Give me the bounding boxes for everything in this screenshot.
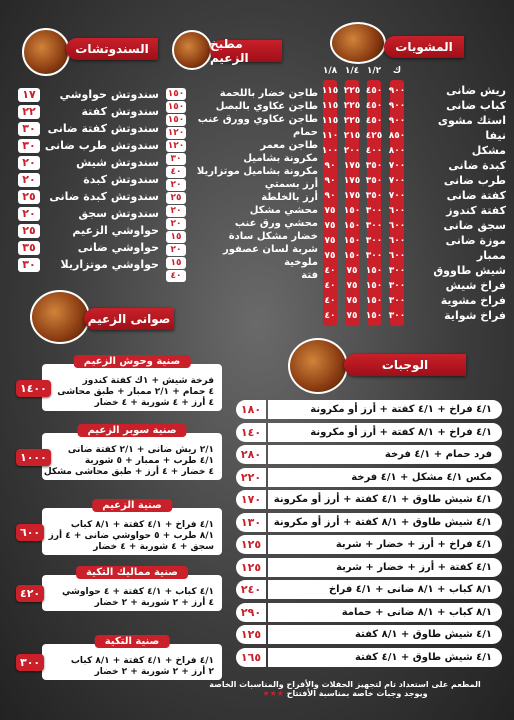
footer-stars: ★★★ — [262, 689, 284, 698]
meal-item: ٤/١ شيش طاوق + ٤/١ كفتة + أرز أو مكرونة — [268, 490, 502, 509]
grills-item-price: ٣٥٠ — [365, 191, 383, 201]
kitchen-item-name: شربة لسان عصفور — [223, 244, 318, 255]
meal-item: ٤/١ كفتة + أرز + خضار + شربة — [268, 558, 502, 577]
sandwiches-item-name: سندوتش كفتة — [81, 105, 159, 118]
grills-item-price: ٧٥ — [346, 296, 358, 306]
sandwiches-item-price: ١٧ — [18, 88, 40, 102]
kitchen-item-name: خضار مشكل سادة — [228, 231, 318, 242]
grills-item — [410, 294, 506, 309]
sandwiches-item — [44, 173, 159, 188]
grills-item-price: ٩٠ — [324, 191, 336, 201]
tray-line: فرخة شيش + ١ك كفتة كندوز — [82, 376, 214, 386]
kitchen-item-price: ٤٠ — [166, 166, 186, 178]
grills-item-price: ٢١٥ — [343, 131, 361, 141]
grills-item-price: ٣٠٠ — [388, 266, 406, 276]
grills-item-price: ٩٠ — [324, 176, 336, 186]
sandwiches-item-price: ٢٠ — [18, 156, 40, 170]
tray-box — [42, 567, 222, 611]
grills-item-price: ١١٥ — [321, 101, 339, 111]
tray-title: صنية وحوش الزعيم — [74, 355, 191, 368]
sandwiches-item-price: ٣٠ — [18, 139, 40, 153]
tray-line: ٤/١ فراخ + ٤/١ كفتة + ٨/١ كباب — [70, 656, 214, 666]
grills-item-price: ٩٠٠ — [388, 86, 406, 96]
tray-line: ٤/١ طرب + ممبار + ٥ شوربة — [84, 456, 214, 466]
meal-price: ٢٩٠ — [236, 603, 266, 622]
sandwiches-item-price: ٣٥ — [18, 241, 40, 255]
grills-item-price: ٢٢٥ — [343, 116, 361, 126]
meal-item: ٤/١ فراخ + ٨/١ كفتة + أرز أو مكرونة — [268, 423, 502, 442]
footer — [180, 680, 510, 698]
trays-dish-image — [30, 290, 90, 344]
grills-item-price: ٣٠٠ — [388, 296, 406, 306]
tray-price: ١٠٠٠ — [16, 449, 51, 466]
meal-price: ١٦٥ — [236, 648, 266, 667]
kitchen-item-price: ١٥ — [166, 231, 186, 243]
grills-item-price: ٧٥ — [346, 281, 358, 291]
grills-item-price: ٤٥٠ — [365, 86, 383, 96]
sandwiches-header — [66, 38, 158, 60]
sandwiches-item-name: حواوشي موتزاريلا — [60, 258, 159, 271]
tray-title: صنية التكية — [95, 635, 170, 648]
grills-item-price: ٧٥ — [324, 251, 336, 261]
sandwiches-item — [44, 224, 159, 239]
kitchen-item-name: طاجن معمر — [260, 140, 318, 151]
kitchen-item-price: ١٥٠ — [167, 89, 185, 99]
tray-price: ٣٠٠ — [16, 654, 44, 671]
grills-item-price: ١١٠ — [321, 131, 339, 141]
grills-item — [410, 114, 506, 129]
kitchen-item-price: ٢٠ — [166, 218, 186, 230]
grills-item-price: ٣٥٠ — [365, 161, 383, 171]
meals-header — [344, 354, 466, 376]
grills-item-name: فراخ شيش — [445, 279, 506, 292]
sandwiches-item-price: ٢٠ — [18, 173, 40, 187]
grills-item-price: ١٥٠ — [343, 236, 361, 246]
meals-title: الوجبات — [381, 358, 429, 372]
sandwiches-item-price: ٢٠ — [18, 207, 40, 221]
kitchen-item-price: ١٢٠ — [167, 128, 185, 138]
sandwiches-item-name: سندوتش كفتة ضانى — [47, 122, 159, 135]
meal-item: ٤/١ شيش طاوق + ٨/١ كفتة + أرز أو مكرونة — [268, 513, 502, 532]
sandwiches-item — [44, 258, 159, 273]
grills-item-price: ١٥٠ — [365, 311, 383, 321]
tray-line: ٤ أرز + ٢ شوربة + ٢ خضار — [94, 598, 214, 608]
sandwiches-item-price: ٢٥ — [18, 190, 40, 204]
meal-item: فرد حمام + ٤/١ فرخة — [268, 445, 502, 464]
sandwiches-item-name: حواوشي ضانى — [77, 241, 159, 254]
grills-item-name: مشكل — [471, 144, 506, 157]
meal-item: مكس ٤/١ مشكل + ٤/١ فرخة — [268, 468, 502, 487]
meal-item: ٨/١ كباب + ٨/١ ضانى + ٤/١ فراخ — [268, 580, 502, 599]
grills-item-price: ٤٠٠ — [365, 146, 383, 156]
grills-item-price: ٧٥ — [324, 206, 336, 216]
kitchen-item-price: ٣٠ — [166, 153, 186, 165]
kitchen-item-name: مكرونة بشاميل موتزاريلا — [196, 166, 318, 177]
meal-item: ٤/١ فراخ + أرز + خضار + شربة — [268, 535, 502, 554]
tray-line: ٤ أرز + ٤ شوربة + ٤ خضار — [94, 398, 214, 408]
grills-item-price: ٤٥٠ — [365, 101, 383, 111]
grills-item-price: ٤٠ — [324, 311, 336, 321]
grills-item-price: ٧٠٠ — [388, 176, 406, 186]
kitchen-item — [190, 270, 318, 285]
grills-item-price: ٢٢٥ — [343, 86, 361, 96]
grills-item-price: ١٧٥ — [343, 191, 361, 201]
meal-item: ٨/١ كباب + ٨/١ ضانى + حمامة — [268, 603, 502, 622]
footer-line-1: المطعم على استعداد تام لتجهيز الحفلات والأفراح والمناسبات الخاصة — [209, 680, 481, 689]
footer-line-2: ويوجد وجبات خاصة بمناسبة الأفتتاح — [286, 689, 428, 698]
grills-item-price: ٦٠٠ — [388, 221, 406, 231]
meal-price: ١٤٠ — [236, 423, 266, 442]
kitchen-item-price: ١٥٠ — [167, 115, 185, 125]
meal-item: ٤/١ فراخ + ٤/١ كفتة + أرز أو مكرونة — [268, 400, 502, 419]
grills-item-price: ٣٥٠ — [365, 176, 383, 186]
kitchen-item-price: ٤٠ — [166, 270, 186, 282]
grills-weight-label: ك — [392, 66, 402, 76]
grills-item-price: ١٥٠ — [365, 266, 383, 276]
grills-title: المشويات — [395, 40, 453, 54]
sandwiches-item — [44, 105, 159, 120]
grills-item-price: ١٥٠ — [365, 281, 383, 291]
grills-item-price: ٦٠٠ — [388, 206, 406, 216]
sandwiches-item-price: ٣٠ — [18, 258, 40, 272]
tray-line: ٤ حمام + ٢/١ ممبار + طبق محاشى — [57, 387, 214, 397]
meal-item: ٤/١ شيش طاوق + ٤/١ كفتة — [268, 648, 502, 667]
grills-item-name: ممبار — [476, 249, 506, 262]
grills-dish-image — [330, 22, 386, 64]
grills-item-price: ٣٠٠ — [388, 311, 406, 321]
sandwiches-item — [44, 122, 159, 137]
sandwiches-item-name: سندوتش كبدة ضانى — [49, 190, 159, 203]
kitchen-item-price: ١٢٠ — [167, 141, 185, 151]
kitchen-item-name: محشي ورق عنب — [234, 218, 318, 229]
grills-item-price: ٣٠٠ — [365, 221, 383, 231]
tray-title: صنية مماليك التكية — [76, 566, 188, 579]
grills-item — [410, 144, 506, 159]
grills-item-price: ٧٠٠ — [388, 191, 406, 201]
grills-item-price: ٦٠٠ — [388, 236, 406, 246]
meal-price: ٢٤٠ — [236, 580, 266, 599]
sandwiches-item-name: حواوشي الزعيم — [72, 224, 159, 237]
grills-item-price: ٩٠٠ — [388, 101, 406, 111]
sandwiches-item — [44, 190, 159, 205]
grills-weight-label: ١/٤ — [344, 66, 360, 76]
trays-title: صوانى الزعيم — [87, 312, 171, 326]
meal-item: ٤/١ شيش طاوق + ٨/١ كفتة — [268, 625, 502, 644]
grills-item-price: ٣٠٠ — [365, 251, 383, 261]
grills-item — [410, 219, 506, 234]
kitchen-item-name: طاجن خضار باللحمة — [219, 88, 318, 99]
grills-item-name: كفتة كندوز — [446, 204, 506, 217]
grills-item-price: ١١٥ — [321, 116, 339, 126]
grills-item-name: فراخ شواية — [444, 309, 506, 322]
grills-item-price: ١١٥ — [321, 86, 339, 96]
kitchen-item-name: أرز بسمتي — [264, 179, 318, 190]
grills-item-price: ١٧٥ — [343, 161, 361, 171]
meal-price: ٢٨٠ — [236, 445, 266, 464]
grills-item — [410, 204, 506, 219]
sandwiches-item-name: سندوتش حواوشي — [59, 88, 159, 101]
kitchen-item-price: ٢٠ — [166, 179, 186, 191]
grills-item-name: استك مشوى — [437, 114, 506, 127]
grills-item — [410, 129, 506, 144]
grills-item-price: ١٠٠ — [321, 146, 339, 156]
sandwiches-item — [44, 207, 159, 222]
tray-box — [42, 636, 222, 680]
meal-price: ١٢٥ — [236, 535, 266, 554]
trays-header — [84, 308, 174, 330]
grills-item-price: ٤٠ — [324, 281, 336, 291]
kitchen-item-name: طاجن عكاوي بالبصل — [215, 101, 318, 112]
tray-box — [42, 500, 222, 555]
grills-item-price: ١٧٥ — [343, 176, 361, 186]
grills-item-price: ٤٥٠ — [365, 116, 383, 126]
kitchen-title: مطبخ الزعيم — [210, 37, 249, 65]
grills-item — [410, 249, 506, 264]
grills-item-price: ١٥٠ — [365, 296, 383, 306]
kitchen-item-price: ٢٠ — [166, 205, 186, 217]
grills-item-price: ٤٢٥ — [365, 131, 383, 141]
grills-item-name: فراخ مشوية — [440, 294, 506, 307]
meal-price: ١٢٥ — [236, 625, 266, 644]
grills-item-name: موزة ضانى — [445, 234, 506, 247]
grills-item-price: ٢٠٠ — [343, 146, 361, 156]
grills-item — [410, 84, 506, 99]
tray-line: سجق + ٤ شوربة + ٤ خضار — [93, 542, 214, 552]
kitchen-item-name: فتة — [301, 270, 318, 281]
kitchen-item-name: مكرونة بشاميل — [243, 153, 318, 164]
meal-price: ١٢٥ — [236, 558, 266, 577]
meal-price: ١٨٠ — [236, 400, 266, 419]
grills-item-price: ٩٠٠ — [388, 116, 406, 126]
grills-item — [410, 174, 506, 189]
meal-price: ١٧٠ — [236, 490, 266, 509]
tray-line: ٨/١ طرب + ٥ حواوشي ضانى + ٤ أرز — [48, 531, 214, 541]
meals-dish-image — [288, 338, 348, 394]
grills-item — [410, 99, 506, 114]
tray-box — [42, 425, 222, 480]
grills-item — [410, 189, 506, 204]
kitchen-dish-image — [172, 30, 212, 70]
tray-line: ٤/١ كباب + ٤/١ كفتة + ٤ حواوشي — [61, 587, 214, 597]
sandwiches-item-price: ٣٠ — [18, 122, 40, 136]
grills-item-price: ٣٠٠ — [388, 281, 406, 291]
grills-item-price: ٢٢٥ — [343, 101, 361, 111]
kitchen-item-name: أرز بالخلطة — [261, 192, 318, 203]
kitchen-header — [210, 37, 282, 65]
grills-item-price: ٩٠ — [324, 161, 336, 171]
grills-item-name: كبدة ضانى — [448, 159, 506, 172]
tray-price: ٤٢٠ — [16, 585, 44, 602]
grills-item-price: ٧٥ — [346, 311, 358, 321]
grills-item-name: شيش طاووق — [433, 264, 506, 277]
grills-item-name: كفتة ضانى — [446, 189, 506, 202]
sandwiches-item-name: سندوتش كبدة — [83, 173, 159, 186]
grills-item-price: ١٥٠ — [343, 206, 361, 216]
grills-item — [410, 309, 506, 324]
grills-item-name: نيفا — [485, 129, 506, 142]
grills-item — [410, 159, 506, 174]
tray-line: ٤/١ فراخ + ٤/١ كفتة + ٨/١ كباب — [70, 520, 214, 530]
grills-weight-label: ١/٨ — [322, 66, 338, 76]
sandwiches-item — [44, 139, 159, 154]
grills-item-price: ٧٠٠ — [388, 161, 406, 171]
grills-item — [410, 264, 506, 279]
tray-price: ١٤٠٠ — [16, 380, 51, 397]
grills-item-name: سجق ضانى — [443, 219, 506, 232]
kitchen-item-name: محشي مشكل — [249, 205, 318, 216]
grills-item-price: ٨٥٠ — [388, 131, 406, 141]
grills-item — [410, 279, 506, 294]
sandwiches-item-name: سندوتش طرب ضانى — [44, 139, 159, 152]
grills-item-name: طرب ضانى — [443, 174, 506, 187]
tray-title: صنية الزعيم — [92, 499, 172, 512]
tray-line: ٢ أرز + ٢ شوربة + ٢ خضار — [94, 667, 214, 677]
sandwiches-item — [44, 241, 159, 256]
grills-item-price: ٣٠٠ — [365, 236, 383, 246]
grills-item-name: ريش ضانى — [446, 84, 506, 97]
grills-item-price: ٧٥ — [346, 266, 358, 276]
tray-title: صنية سوبر الزعيم — [77, 424, 186, 437]
kitchen-item-name: طاجن عكاوي وورق عنب — [197, 114, 318, 125]
grills-item-name: كباب ضانى — [446, 99, 506, 112]
grills-item-price: ٤٠ — [324, 296, 336, 306]
grills-weight-label: ١/٢ — [366, 66, 382, 76]
grills-item-price: ٤٠ — [324, 266, 336, 276]
tray-line: ٤ خضار + ٤ أرز + طبق محاشى مشكل — [43, 467, 214, 477]
kitchen-item-name: حمام — [293, 127, 318, 138]
sandwiches-item-price: ٢٢ — [18, 105, 40, 119]
sandwiches-title: السندوتشات — [75, 42, 149, 56]
meal-price: ٢٢٠ — [236, 468, 266, 487]
tray-line: ٢/١ ريش ضانى + ٢/١ كفتة ضانى — [67, 445, 214, 455]
kitchen-item-price: ١٥ — [166, 257, 186, 269]
sandwiches-item-name: سندوتش شيش — [76, 156, 159, 169]
grills-item-price: ٧٥ — [324, 236, 336, 246]
sandwiches-item — [44, 88, 159, 103]
tray-box — [42, 356, 222, 411]
kitchen-item-name: ملوخية — [284, 257, 318, 268]
sandwiches-dish-image — [22, 28, 70, 76]
grills-item-price: ٣٠٠ — [365, 206, 383, 216]
grills-item-price: ١٥٠ — [343, 221, 361, 231]
kitchen-item-price: ٢٥ — [166, 192, 186, 204]
sandwiches-item-name: سندوتش سجق — [78, 207, 159, 220]
grills-item-price: ٧٥ — [324, 221, 336, 231]
sandwiches-item-price: ٢٥ — [18, 224, 40, 238]
grills-item-price: ١٥٠ — [343, 251, 361, 261]
grills-header — [384, 36, 464, 58]
sandwiches-item — [44, 156, 159, 171]
grills-item — [410, 234, 506, 249]
grills-item-price: ٦٠٠ — [388, 251, 406, 261]
kitchen-item-price: ١٥٠ — [167, 102, 185, 112]
grills-item-price: ٨٠٠ — [388, 146, 406, 156]
tray-price: ٦٠٠ — [16, 524, 44, 541]
meal-price: ١٣٠ — [236, 513, 266, 532]
kitchen-item-price: ٢٠ — [166, 244, 186, 256]
